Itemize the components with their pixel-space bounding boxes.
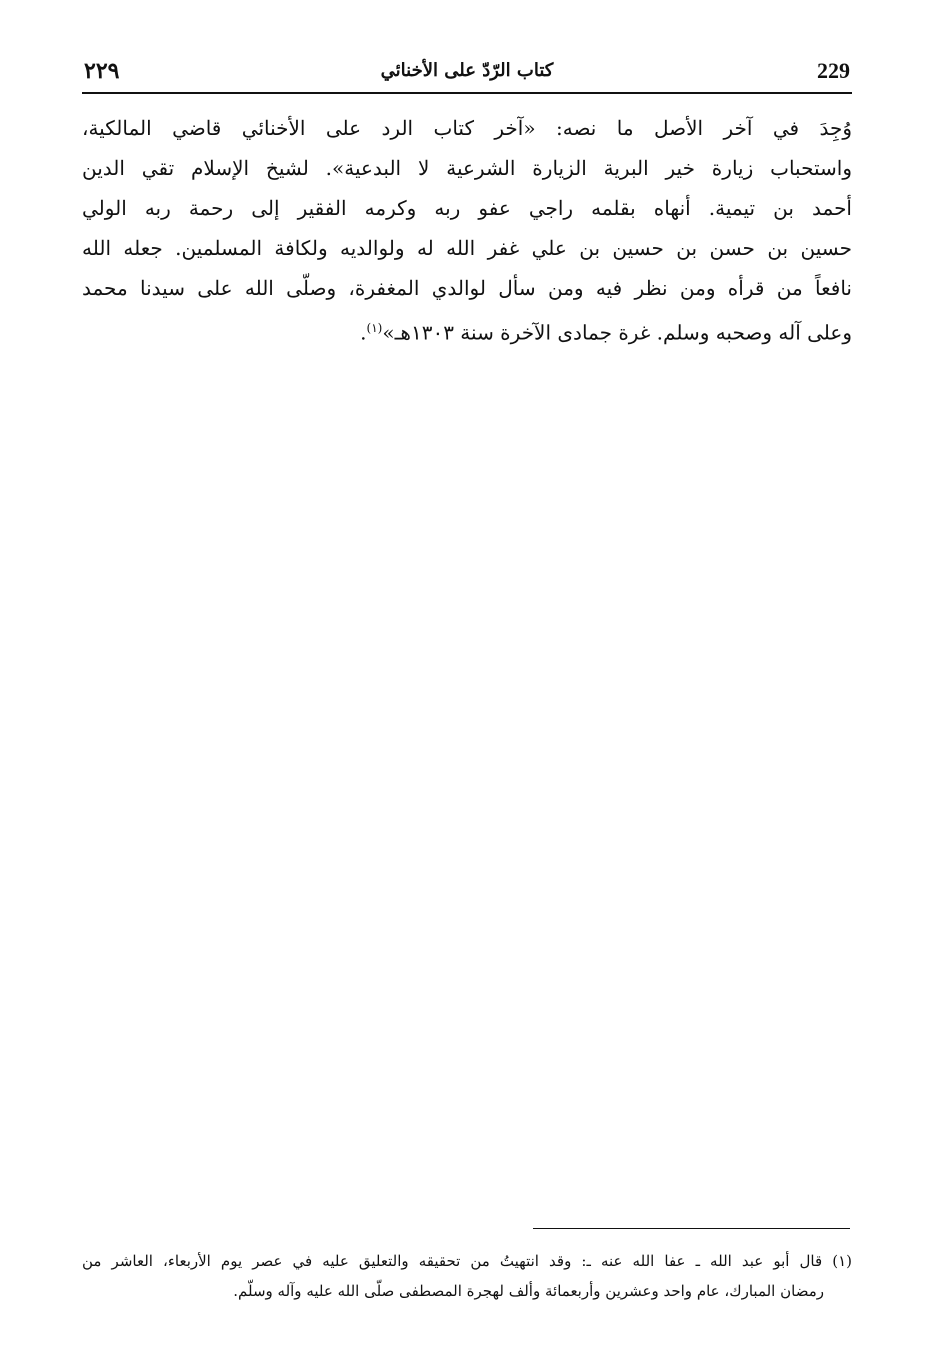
page-header xyxy=(82,52,852,94)
main-text xyxy=(82,108,852,348)
text-line-1: وُجِدَ في آخر الأصل ما نصه: «آخر كتاب الرد على الأخنائي قاضي المالكية، xyxy=(82,116,852,140)
text-line-4: حسين بن حسن بن حسين بن علي غفر الله له ولوالديه ولكافة المسلمين. جعله الله xyxy=(82,236,852,260)
text-line-2: واستحباب زيارة خير البرية الزيارة الشرعية لا البدعية». لشيخ الإسلام تقي الدين xyxy=(82,156,852,180)
page-number-arabic: ٢٢٩ xyxy=(84,58,120,84)
text-line-6 xyxy=(82,308,852,348)
footnote-reference: (١) xyxy=(366,321,383,335)
footnote xyxy=(82,1246,852,1306)
footnote-separator xyxy=(533,1228,850,1229)
text-line-3: أحمد بن تيمية. أنهاه بقلمه راجي عفو ربه وكرمه الفقير إلى رحمة ربه الولي xyxy=(82,196,852,220)
footnote-line-2: رمضان المبارك، عام واحد وعشرين وأربعمائة وألف لهجرة المصطفى صلّى الله عليه وآله وسلّم. xyxy=(233,1282,824,1300)
running-title: كتاب الرّدّ على الأخنائي xyxy=(380,60,554,81)
text-line-5: نافعاً من قرأه ومن نظر فيه ومن سأل لوالدي المغفرة، وصلّى الله على سيدنا محمد xyxy=(82,276,852,300)
footnote-line-1: (١) قال أبو عبد الله ـ عفا الله عنه ـ: وقد انتهيتُ من تحقيقه والتعليق عليه في عصر يوم الأربعاء، العاشر من xyxy=(82,1252,852,1270)
page-number-latin: 229 xyxy=(817,58,850,83)
final-period: . xyxy=(360,320,367,345)
text-line-6-content: وعلى آله وصحبه وسلم. غرة جمادى الآخرة سنة ١٣٠٣هـ» xyxy=(382,320,852,345)
